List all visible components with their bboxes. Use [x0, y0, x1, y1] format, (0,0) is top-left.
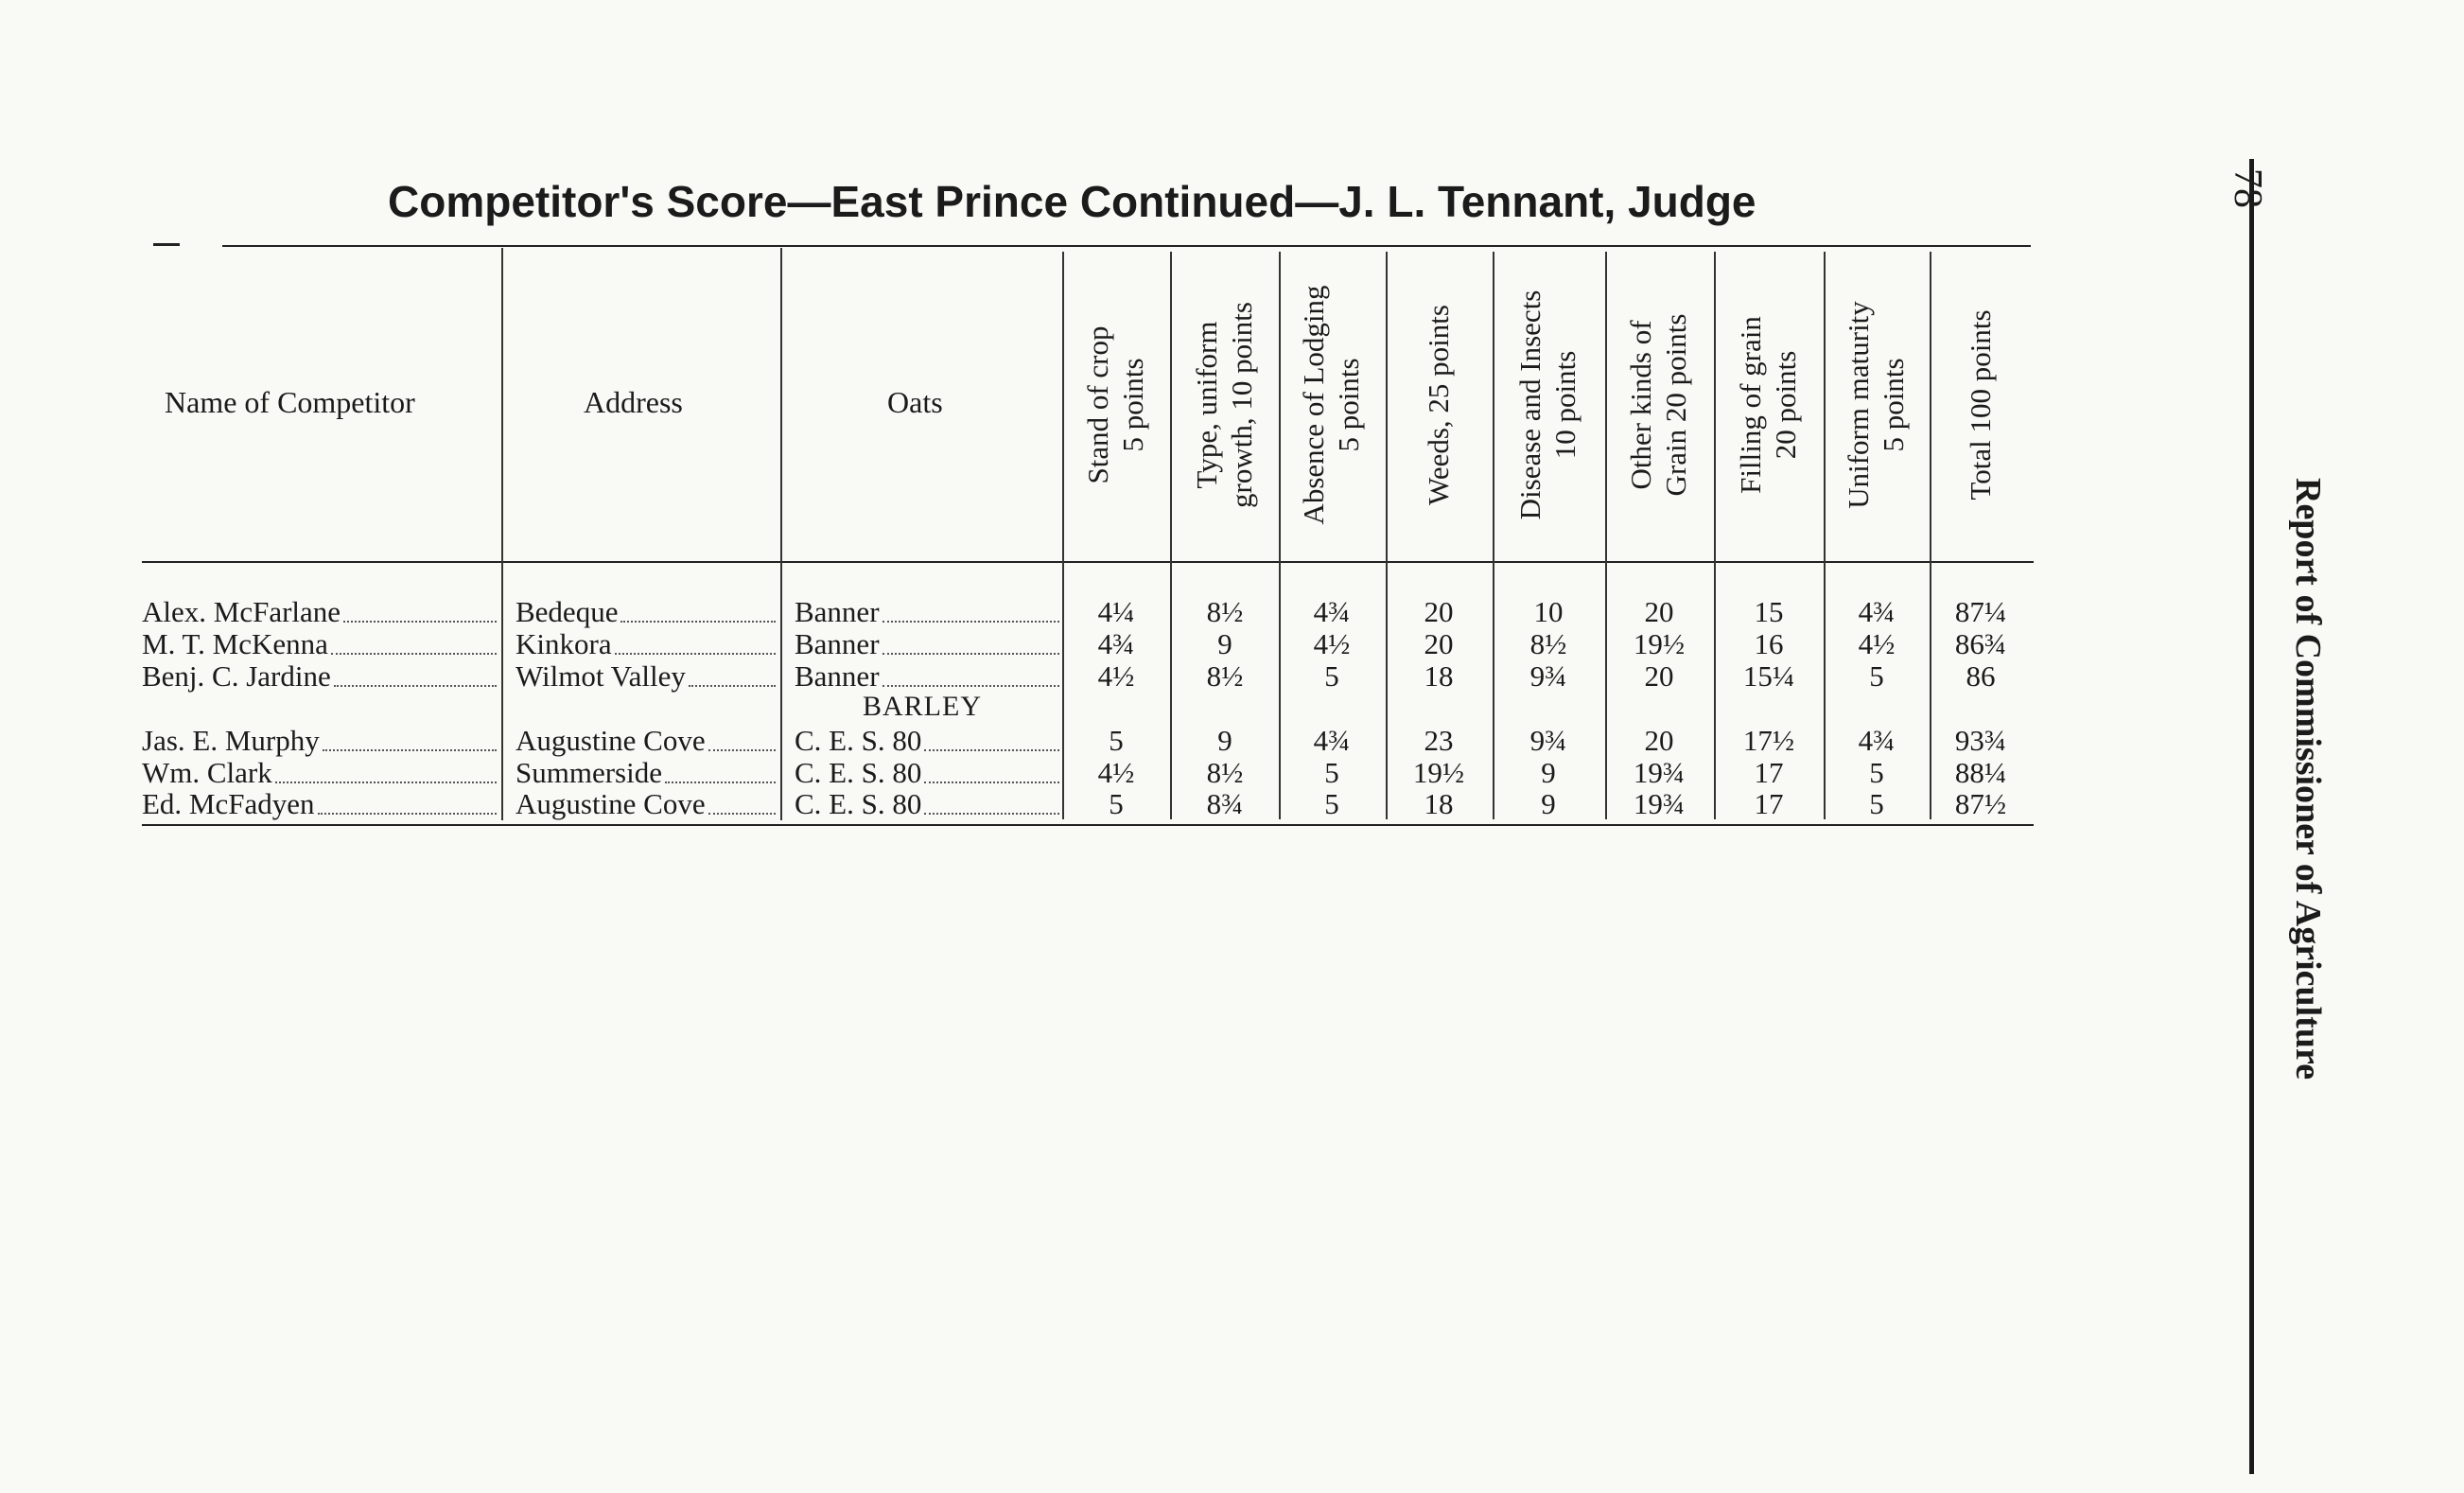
- score-cell: 15¼: [1742, 659, 1795, 693]
- score-cell: 8½: [1206, 659, 1244, 693]
- score-cell: 5: [1109, 787, 1124, 820]
- competitor-variety-text: C. E. S. 80: [795, 756, 922, 789]
- competitor-variety: [795, 756, 1059, 790]
- table-top-rule: [222, 245, 2031, 247]
- competitor-variety: [795, 627, 1059, 661]
- score-cell: 5: [1324, 756, 1339, 789]
- header-address: Address: [584, 385, 683, 419]
- score-cell: 19½: [1412, 756, 1465, 789]
- competitor-variety-text: Banner: [795, 595, 880, 628]
- score-header: Uniform maturity 5 points: [1842, 301, 1910, 509]
- score-cell: 17: [1754, 787, 1784, 820]
- score-cell: 9¾: [1529, 659, 1567, 693]
- score-header: Absence of Lodging 5 points: [1297, 285, 1365, 525]
- competitor-address: [516, 756, 776, 790]
- dot-leader: [708, 748, 776, 751]
- margin-rule: [2249, 159, 2254, 1474]
- score-cell: 86: [1966, 659, 1996, 693]
- score-cell: 5: [1869, 659, 1884, 693]
- score-cell: 9: [1541, 756, 1556, 789]
- dot-leader: [615, 652, 776, 655]
- score-cell: 10: [1533, 595, 1564, 628]
- competitor-name: [142, 627, 497, 661]
- score-cell: 4¾: [1858, 595, 1896, 628]
- score-cell: 5: [1869, 787, 1884, 820]
- competitor-variety: [795, 724, 1059, 758]
- dot-leader: [924, 748, 1059, 751]
- score-cell: 4¼: [1097, 595, 1135, 628]
- dot-leader: [708, 812, 776, 815]
- dot-leader: [323, 748, 497, 751]
- competitor-name: [142, 756, 497, 790]
- score-cell: 20: [1644, 659, 1674, 693]
- dot-leader: [689, 684, 776, 687]
- page-number: 78: [2226, 168, 2269, 208]
- page-title: Competitor's Score—East Prince Continued—J. L. Tennant, Judge: [388, 177, 1756, 226]
- score-cell: 5: [1324, 659, 1339, 693]
- competitor-variety-text: Banner: [795, 627, 880, 660]
- competitor-name: [142, 724, 497, 758]
- score-cell: 4¾: [1097, 627, 1135, 660]
- score-cell: 15: [1754, 595, 1784, 628]
- score-header: Weeds, 25 points: [1421, 305, 1455, 505]
- score-cell: 93¾: [1954, 724, 2007, 757]
- score-cell: 20: [1424, 595, 1454, 628]
- score-cell: 20: [1644, 595, 1674, 628]
- competitor-address: [516, 724, 776, 758]
- score-cell: 18: [1424, 787, 1454, 820]
- score-cell: 87¼: [1954, 595, 2007, 628]
- section-barley: BARLEY: [863, 691, 982, 722]
- competitor-address-text: Augustine Cove: [516, 724, 706, 757]
- score-cell: 8¾: [1206, 787, 1244, 820]
- score-cell: 18: [1424, 659, 1454, 693]
- header-name: Name of Competitor: [165, 385, 415, 419]
- competitor-address-text: Augustine Cove: [516, 787, 706, 820]
- competitor-name: [142, 787, 497, 821]
- score-cell: 88¼: [1954, 756, 2007, 789]
- score-cell: 4¾: [1858, 724, 1896, 757]
- score-cell: 86¾: [1954, 627, 2007, 660]
- score-header: Filling of grain 20 points: [1734, 316, 1802, 494]
- header-variety: Oats: [887, 385, 943, 419]
- score-cell: 5: [1869, 756, 1884, 789]
- score-header: Disease and Insects 10 points: [1513, 290, 1582, 520]
- score-cell: 17: [1754, 756, 1784, 789]
- score-cell: 9: [1541, 787, 1556, 820]
- score-header: Total 100 points: [1963, 309, 1997, 501]
- score-cell: 8½: [1529, 627, 1567, 660]
- title-dash-mark: [153, 243, 180, 246]
- score-cell: 9: [1217, 724, 1232, 757]
- competitor-address-text: Wilmot Valley: [516, 659, 686, 693]
- competitor-name-text: Ed. McFadyen: [142, 787, 315, 820]
- dot-leader: [882, 684, 1059, 687]
- dot-leader: [620, 620, 776, 623]
- competitor-address: [516, 595, 776, 629]
- score-cell: 5: [1109, 724, 1124, 757]
- running-head: Report of Commissioner of Agriculture: [2288, 478, 2328, 1080]
- score-cell: 5: [1324, 787, 1339, 820]
- dot-leader: [334, 684, 497, 687]
- score-cell: 16: [1754, 627, 1784, 660]
- dot-leader: [665, 781, 776, 783]
- score-cell: 8½: [1206, 756, 1244, 789]
- competitor-name-text: Jas. E. Murphy: [142, 724, 320, 757]
- competitor-name: [142, 595, 497, 629]
- competitor-address: [516, 627, 776, 661]
- score-header: Other kinds of Grain 20 points: [1624, 313, 1692, 497]
- score-cell: 23: [1424, 724, 1454, 757]
- dot-leader: [331, 652, 497, 655]
- dot-leader: [318, 812, 497, 815]
- competitor-address: [516, 787, 776, 821]
- dot-leader: [882, 620, 1059, 623]
- competitor-name-text: Benj. C. Jardine: [142, 659, 331, 693]
- competitor-variety: [795, 787, 1059, 821]
- score-cell: 87½: [1954, 787, 2007, 820]
- competitor-variety: [795, 659, 1059, 694]
- competitor-variety-text: C. E. S. 80: [795, 724, 922, 757]
- dot-leader: [924, 781, 1059, 783]
- dot-leader: [343, 620, 497, 623]
- score-cell: 19¾: [1633, 756, 1686, 789]
- score-header: Type, uniform growth, 10 points: [1190, 302, 1258, 508]
- competitor-address-text: Summerside: [516, 756, 662, 789]
- score-cell: 4½: [1097, 659, 1135, 693]
- score-cell: 17½: [1742, 724, 1795, 757]
- table-bottom-rule: [142, 824, 2034, 826]
- competitor-name-text: M. T. McKenna: [142, 627, 328, 660]
- score-header: Stand of crop 5 points: [1081, 325, 1149, 484]
- score-cell: 4½: [1858, 627, 1896, 660]
- score-cell: 4½: [1313, 627, 1351, 660]
- column-rule: [501, 248, 503, 820]
- dot-leader: [924, 812, 1059, 815]
- score-cell: 4¾: [1313, 595, 1351, 628]
- score-cell: 4¾: [1313, 724, 1351, 757]
- competitor-name-text: Alex. McFarlane: [142, 595, 341, 628]
- score-cell: 9: [1217, 627, 1232, 660]
- score-cell: 9¾: [1529, 724, 1567, 757]
- score-cell: 4½: [1097, 756, 1135, 789]
- competitor-name: [142, 659, 497, 694]
- competitor-address: [516, 659, 776, 694]
- competitor-variety-text: Banner: [795, 659, 880, 693]
- score-cell: 20: [1424, 627, 1454, 660]
- score-cell: 19¾: [1633, 787, 1686, 820]
- score-cell: 19½: [1633, 627, 1686, 660]
- dot-leader: [882, 652, 1059, 655]
- column-rule: [780, 248, 782, 820]
- competitor-address-text: Bedeque: [516, 595, 619, 628]
- competitor-name-text: Wm. Clark: [142, 756, 272, 789]
- dot-leader: [275, 781, 497, 783]
- table-header-bottom-rule: [142, 561, 2034, 563]
- competitor-variety-text: C. E. S. 80: [795, 787, 922, 820]
- competitor-variety: [795, 595, 1059, 629]
- score-cell: 8½: [1206, 595, 1244, 628]
- score-cell: 20: [1644, 724, 1674, 757]
- competitor-address-text: Kinkora: [516, 627, 612, 660]
